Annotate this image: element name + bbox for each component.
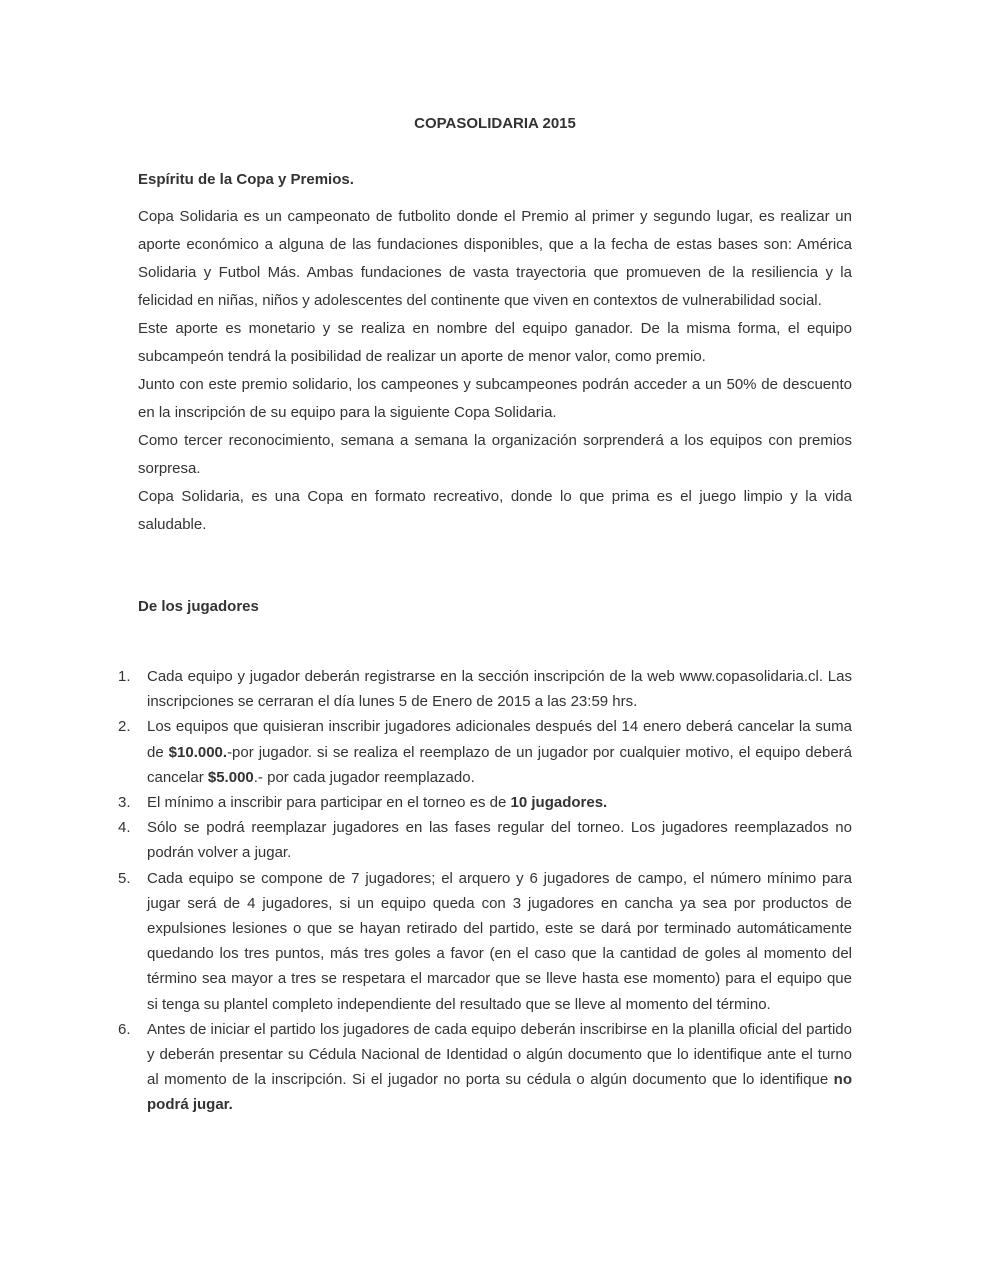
rule-item [112, 1017, 852, 1118]
intro-paragraphs [138, 203, 852, 539]
rule-number: 2. [118, 718, 131, 736]
rule-item [112, 815, 852, 865]
rule-bold-text: 10 jugadores. [510, 794, 608, 812]
paragraph: Como tercer reconocimiento, semana a semana la organización sorprenderá a los equipos con premios sorpresa. [138, 432, 852, 477]
rule-item [112, 714, 852, 790]
rule-number: 1. [118, 668, 131, 685]
rule-item [112, 866, 852, 1017]
paragraph: Junto con este premio solidario, los campeones y subcampeones podrán acceder a un 50% de descuento en la inscripción de su equipo para la siguiente Copa Solidaria. [138, 376, 852, 421]
rule-text: Cada equipo y jugador deberán registrarse en la sección inscripción de la web www.copasolidaria.cl. Las inscripciones se cerraran el día lunes 5 de Enero de 2015 a las 23:59 hrs. [147, 668, 852, 711]
rule-item [112, 664, 852, 714]
rule-item [112, 790, 852, 815]
paragraph: Este aporte es monetario y se realiza en nombre del equipo ganador. De la misma forma, el equipo subcampeón tendrá la posibilidad de realizar un aporte de menor valor, como premio. [138, 320, 852, 365]
section-heading-spirit: Espíritu de la Copa y Premios. [138, 171, 354, 188]
rule-text: .- por cada jugador reemplazado. [253, 768, 475, 786]
rule-text: -por jugador. si se realiza el reemplazo de un jugador por cualquier motivo, el equipo deberá cancelar [147, 743, 853, 786]
rule-text: Los equipos que quisieran inscribir jugadores adicionales después del 14 enero deberá cancelar la suma de [147, 718, 852, 761]
rule-number: 4. [118, 819, 131, 837]
rule-text: Sólo se podrá reemplazar jugadores en las fases regular del torneo. Los jugadores reemplazados no podrán volver a jugar. [147, 819, 852, 862]
rule-bold-amount: $5.000 [207, 768, 254, 786]
rule-text: El mínimo a inscribir para participar en el torneo es de [147, 794, 511, 812]
rule-text: Antes de iniciar el partido los jugadores de cada equipo deberán inscribirse en la planilla oficial del partido y deberán presentar su Cédula Nacional de Identidad o algún documento que lo identifique ante el turno al momento de la inscripción. Si el jugador no porta su cédula o algún documento que lo identifique [147, 1020, 852, 1089]
paragraph: Copa Solidaria es un campeonato de futbolito donde el Premio al primer y segundo lugar, es realizar un aporte económico a alguna de las fundaciones disponibles, que a la fecha de estas bases son: América Solidaria y Futbol Más. Ambas fundaciones de vasta trayectoria que promueven de la resiliencia y la felicidad en niñas, niños y adolescentes del continente que viven en contextos de vulnerabilidad social. [138, 208, 852, 309]
document-title: COPASOLIDARIA 2015 [414, 115, 576, 132]
rule-bold-text: no podrá jugar. [147, 1071, 852, 1114]
rule-number: 3. [118, 794, 131, 812]
rule-number: 5. [118, 869, 131, 887]
paragraph: Copa Solidaria, es una Copa en formato recreativo, donde lo que prima es el juego limpio y la vida saludable. [138, 488, 852, 533]
rule-bold-amount: $10.000. [168, 743, 228, 761]
rule-text: Cada equipo se compone de 7 jugadores; el arquero y 6 jugadores de campo, el número mínimo para jugar será de 4 jugadores, si un equipo queda con 3 jugadores en cancha ya sea por productos de expulsiones lesiones o que se hayan retirado del partido, este se dará por terminado automáticamente quedando los tres puntos, más tres goles a favor (en el caso que la cantidad de goles al momento del término sea mayor a tres se respetara el marcador que se lleve hasta ese momento) para el equipo que si tenga su plantel completo independiente del resultado que se lleve al momento del término. [147, 869, 852, 1013]
rules-list [112, 664, 852, 1118]
rule-number: 6. [118, 1020, 131, 1038]
section-heading-players: De los jugadores [138, 598, 259, 615]
